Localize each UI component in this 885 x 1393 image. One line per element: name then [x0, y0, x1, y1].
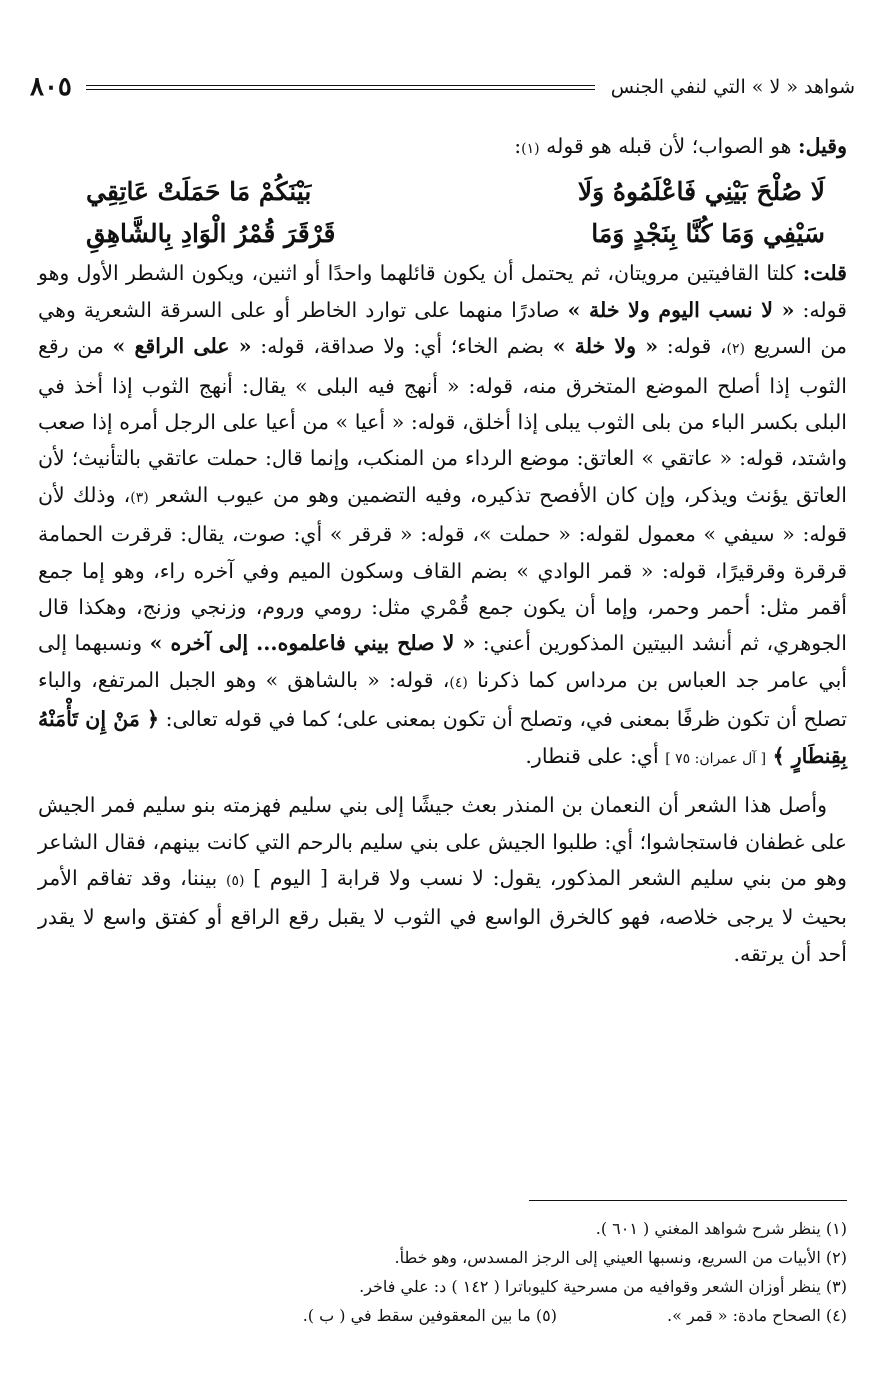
header-title: شواهد « لا » التي لنفي الجنس — [610, 76, 855, 98]
verse-1-first-hemistich: لَا صُلْحَ بَيْنِي فَاعْلَمُوهُ وَلَا — [577, 177, 825, 207]
footnote-2: (٢) الأبيات من السريع، ونسبها العيني إلى الرجز المسدس، وهو خطأ. — [394, 1248, 847, 1267]
verse-2-second-hemistich: قَرْقَرَ قُمْرُ الْوَادِ بِالشَّاهِقِ — [86, 219, 336, 249]
origin-paragraph — [38, 787, 847, 972]
running-header — [30, 70, 855, 104]
verse-line-1 — [38, 171, 847, 213]
footnote-separator — [529, 1200, 847, 1201]
footnote-4: (٤) الصحاح مادة: « قمر ». — [667, 1306, 847, 1325]
commentary-s4: بضم الخاء؛ أي: ولا صداقة، قوله: — [260, 334, 545, 359]
main-text — [38, 128, 847, 972]
footnote-ref-2: (٢) — [726, 341, 745, 358]
footnote-ref-1: (١) — [521, 141, 540, 157]
footnote-row-4-5 — [38, 1301, 847, 1330]
commentary-s2: صادرًا منهما على توارد الخاطر أو على السرقة الشعرية وهي من السريع — [38, 297, 847, 359]
quran-reference: [ آل عمران: ٧٥ ] — [665, 750, 767, 767]
verse-line-2 — [38, 213, 847, 255]
commentary-label: قلت: — [802, 261, 847, 286]
footnote-3: (٣) ينظر أوزان الشعر وقوافيه من مسرحية كليوباترا ( ١٤٢ ) د: علي فاخر. — [359, 1277, 847, 1296]
footnote-ref-4: (٤) — [449, 674, 468, 691]
verse-2-first-hemistich: سَيْفِي وَمَا كُنَّا بِنَجْدٍ وَمَا — [591, 219, 825, 249]
footnote-1: (١) ينظر شرح شواهد المغني ( ٦٠١ ). — [595, 1219, 847, 1238]
commentary-s9: أي: على قنطار. — [525, 743, 659, 768]
quote-ala-alraqi: « على الراقع » — [112, 334, 252, 359]
quote-la-nasab: « لا نسب اليوم ولا خلة » — [567, 297, 795, 322]
intro-line — [38, 128, 847, 167]
footnotes — [38, 1214, 847, 1330]
intro-label: وقيل: — [798, 134, 847, 158]
commentary-s3: ، قوله: — [666, 334, 727, 359]
header-rule — [86, 85, 595, 90]
intro-end: : — [514, 134, 522, 158]
quote-wala-khulla: « ولا خلة » — [552, 334, 659, 359]
intro-text: هو الصواب؛ لأن قبله هو قوله — [546, 134, 792, 158]
commentary-s1: كلتا القافيتين مرويتان، ثم يحتمل أن يكون قائلهما واحدًا أو اثنين، ويكون الشطر الأول وهو قوله: — [38, 261, 847, 322]
commentary-paragraph — [38, 255, 847, 777]
origin-s2: بيننا، وقد تفاقم الأمر بحيث لا يرجى خلاصه، فهو كالخرق الواسع في الثوب لا يقبل رقع الراقع أو كفتق واسع لا يقدر أحد أن يرتقه. — [38, 865, 847, 966]
commentary-s8: ، قوله: « بالشاهق » وهو الجبل المرتفع، والباء تصلح أن تكون ظرفًا بمعنى في، وتصلح أن تكون بمعنى على؛ كما في قوله تعالى: — [38, 667, 847, 732]
quote-la-sulh: « لا صلح بيني فاعلموه... إلى آخره » — [149, 631, 476, 656]
quran-quote: ﴿ مَنْ إِن تَأْمَنْهُ بِقِنطَارٍ ﴾ — [38, 707, 847, 768]
footnote-ref-3: (٣) — [130, 489, 149, 506]
commentary-s6: ، وذلك لأن قوله: « سيفي » معمول لقوله: « حملت »، قوله: « قرقر » أي: صوت، يقال: قرقرت الحمامة قرقرة وقرقيرًا، قوله: « قمر الوادي » بضم القاف وسكون الميم وفي آخره راء، وهو إما جمع أقمر مثل: أحمر وحمر، وإما أن يكون جمع قُمْري مثل: رومي وروم، وزنجي وزنج، وهكذا قال الجوهري، ثم أنشد البيتين المذكورين أعني: — [38, 482, 847, 656]
commentary-s5: من رقع الثوب إذا أصلح الموضع المتخرق منه، قوله: « أنهج فيه البلى » يقال: أنهج الثوب إذا أخذ في البلى بكسر الباء من بلى الثوب يبلى إذا أخلق، قوله: « أعيا » من أعيا على الرجل أمره إذا صعب واشتد، قوله: « عاتقي » العاتق: موضع الرداء من المنكب، وإنما قال: حملت عاتقي بالتأنيث؛ لأن العاتق يؤنث ويذكر، وإن كان الأفصح تذكيره، وفيه التضمين وهو من عيوب الشعر — [38, 334, 847, 507]
verse-1-second-hemistich: بَيْنَكُمْ مَا حَمَلَتْ عَاتِقِي — [86, 177, 312, 207]
page-number: ٨٠٥ — [30, 72, 72, 102]
footnote-5: (٥) ما بين المعقوفين سقط في ( ب ). — [302, 1306, 558, 1325]
footnote-ref-5: (٥) — [225, 872, 245, 889]
origin-s1: وأصل هذا الشعر أن النعمان بن المنذر بعث جيشًا إلى بني سليم فهزمته بنو سليم فمر الجيش على غطفان فاستجاشوا؛ أي: طلبوا الجيش على بني سليم بالرحم التي كانت بينهم، فقال الشاعر وهو من بني سليم الشعر المذكور، يقول: لا نسب ولا قرابة [ اليوم ] — [38, 793, 847, 890]
commentary-s7: ونسبهما إلى أبي عامر جد العباس بن مرداس كما ذكرنا — [38, 631, 847, 692]
